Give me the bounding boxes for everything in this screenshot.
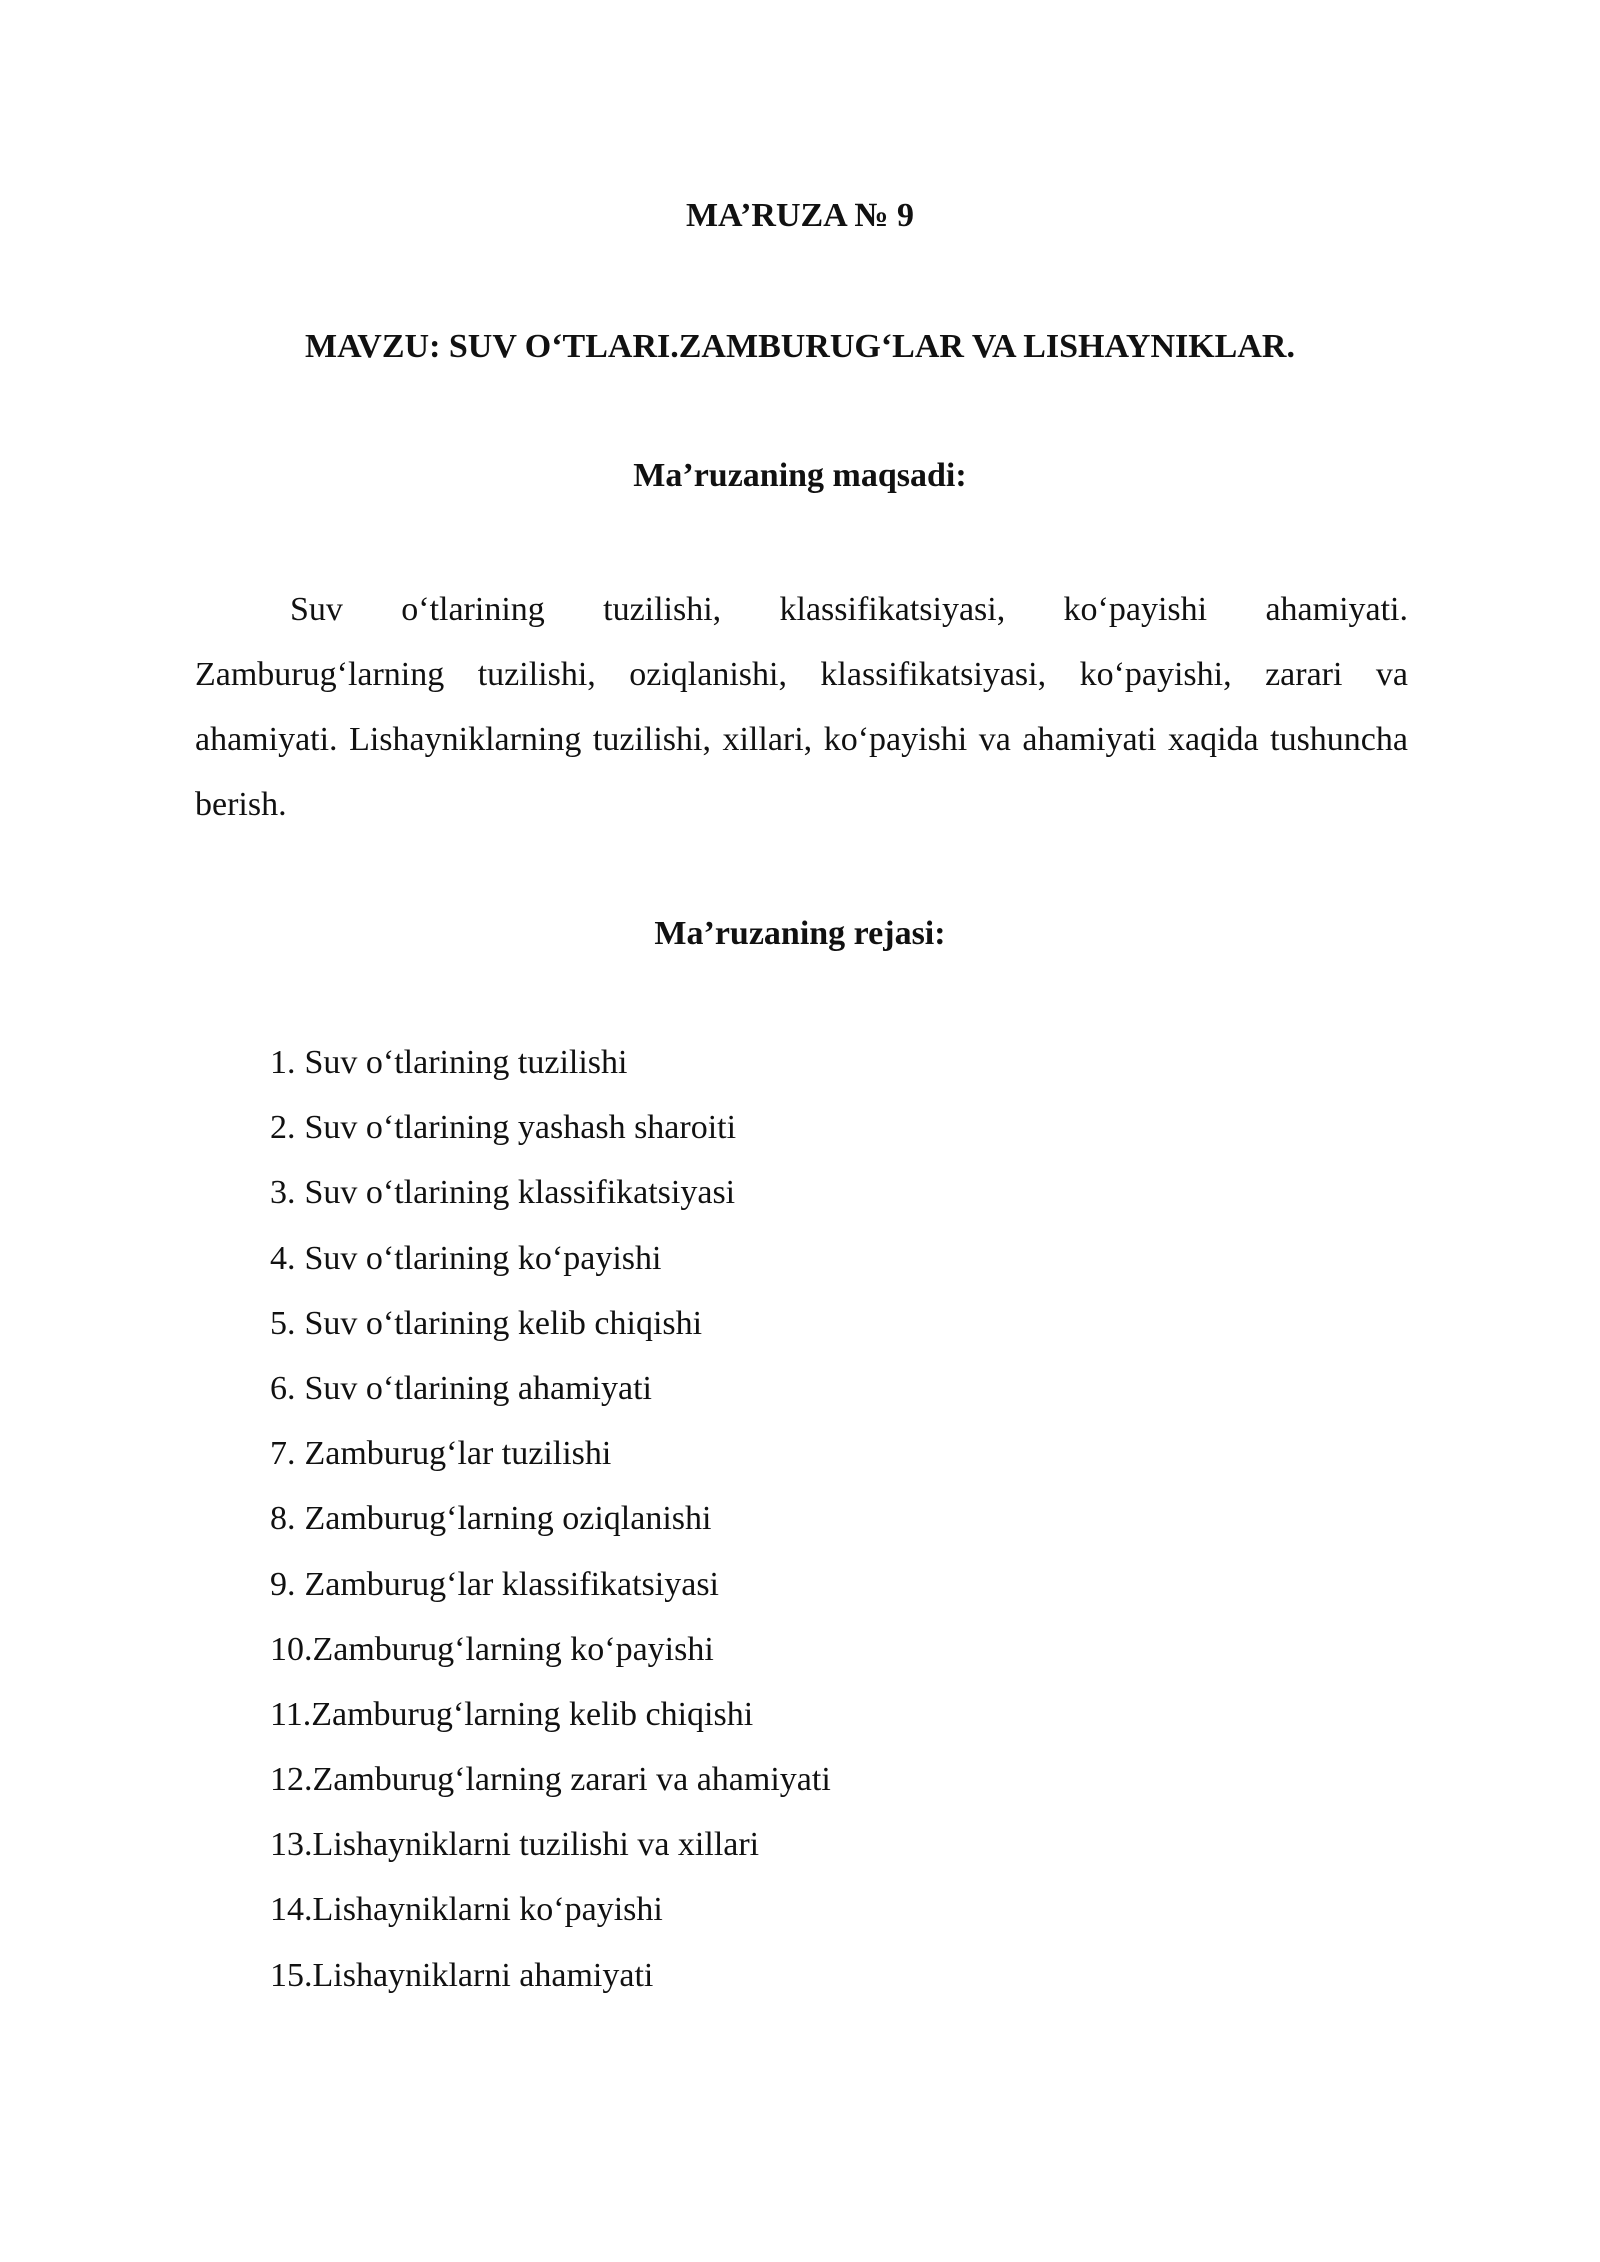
plan-item xyxy=(270,1035,1370,1100)
plan-item xyxy=(270,1622,1370,1687)
plan-item-number: 3. xyxy=(270,1174,296,1212)
plan-item-text: Lishayniklarni ahamiyati xyxy=(312,1956,654,1994)
plan-item-text: Suv o‘tlarining ahamiyati xyxy=(304,1369,652,1407)
plan-item xyxy=(270,1426,1370,1491)
plan-item xyxy=(270,1817,1370,1882)
plan-item-number: 14. xyxy=(270,1891,313,1929)
plan-item xyxy=(270,1165,1370,1230)
purpose-paragraph: Suv o‘tlarining tuzilishi, klassifikatsiyasi, ko‘payishi ahamiyati. Zamburug‘larning tuzilishi, oziqlanishi, klassifikatsiyasi, ko‘payishi, zarari va ahamiyati. Lishayniklarning tuzilishi, xillari, ko‘payishi va ahamiyati xaqida tushuncha berish. xyxy=(195,591,1408,823)
plan-item-text: Suv o‘tlarining yashash sharoiti xyxy=(304,1109,737,1147)
plan-item-number: 11. xyxy=(270,1695,312,1733)
plan-item-text: Suv o‘tlarining ko‘payishi xyxy=(304,1239,662,1277)
plan-item-text: Suv o‘tlarining kelib chiqishi xyxy=(304,1304,703,1342)
plan-item-text: Zamburug‘larning kelib chiqishi xyxy=(311,1695,754,1733)
plan-item xyxy=(270,1557,1370,1622)
plan-item-number: 12. xyxy=(270,1761,313,1799)
plan-item-number: 1. xyxy=(270,1044,296,1081)
topic-heading: MAVZU: SUV O‘TLARI.ZAMBURUG‘LAR VA LISHAYNIKLAR. xyxy=(305,328,1295,365)
plan-item-number: 8. xyxy=(270,1500,296,1538)
plan-item-number: 2. xyxy=(270,1109,296,1147)
plan-item-number: 5. xyxy=(270,1304,296,1342)
plan-item-text: Zamburug‘lar tuzilishi xyxy=(304,1435,612,1473)
plan-item xyxy=(270,1100,1370,1165)
plan-item xyxy=(270,1361,1370,1426)
plan-item-number: 9. xyxy=(270,1565,296,1603)
plan-item-text: Zamburug‘larning zarari va ahamiyati xyxy=(312,1761,831,1799)
plan-item xyxy=(270,1948,1370,2013)
plan-item-number: 10. xyxy=(270,1630,313,1668)
plan-item-text: Suv o‘tlarining klassifikatsiyasi xyxy=(304,1174,736,1212)
plan-item xyxy=(270,1491,1370,1556)
plan-item-number: 6. xyxy=(270,1369,296,1407)
plan-item xyxy=(270,1752,1370,1817)
plan-item xyxy=(270,1296,1370,1361)
plan-item-number: 15. xyxy=(270,1956,313,1994)
plan-item xyxy=(270,1882,1370,1947)
plan-item-text: Zamburug‘lar klassifikatsiyasi xyxy=(304,1565,720,1603)
plan-list xyxy=(270,1035,1370,2013)
plan-item xyxy=(270,1687,1370,1752)
lecture-title: MA’RUZA № 9 xyxy=(685,197,915,234)
plan-item-text: Zamburug‘larning oziqlanishi xyxy=(304,1500,712,1538)
purpose-heading: Ma’ruzaning maqsadi: xyxy=(633,457,967,494)
plan-item-text: Suv o‘tlarining tuzilishi xyxy=(304,1044,628,1081)
plan-item-number: 13. xyxy=(270,1826,313,1864)
plan-item-text: Zamburug‘larning ko‘payishi xyxy=(312,1630,714,1668)
plan-item-number: 4. xyxy=(270,1239,296,1277)
plan-item-text: Lishayniklarni tuzilishi va xillari xyxy=(312,1826,760,1864)
plan-item-text: Lishayniklarni ko‘payishi xyxy=(312,1891,663,1929)
plan-heading: Ma’ruzaning rejasi: xyxy=(654,915,946,952)
plan-item-number: 7. xyxy=(270,1435,296,1473)
plan-item xyxy=(270,1231,1370,1296)
